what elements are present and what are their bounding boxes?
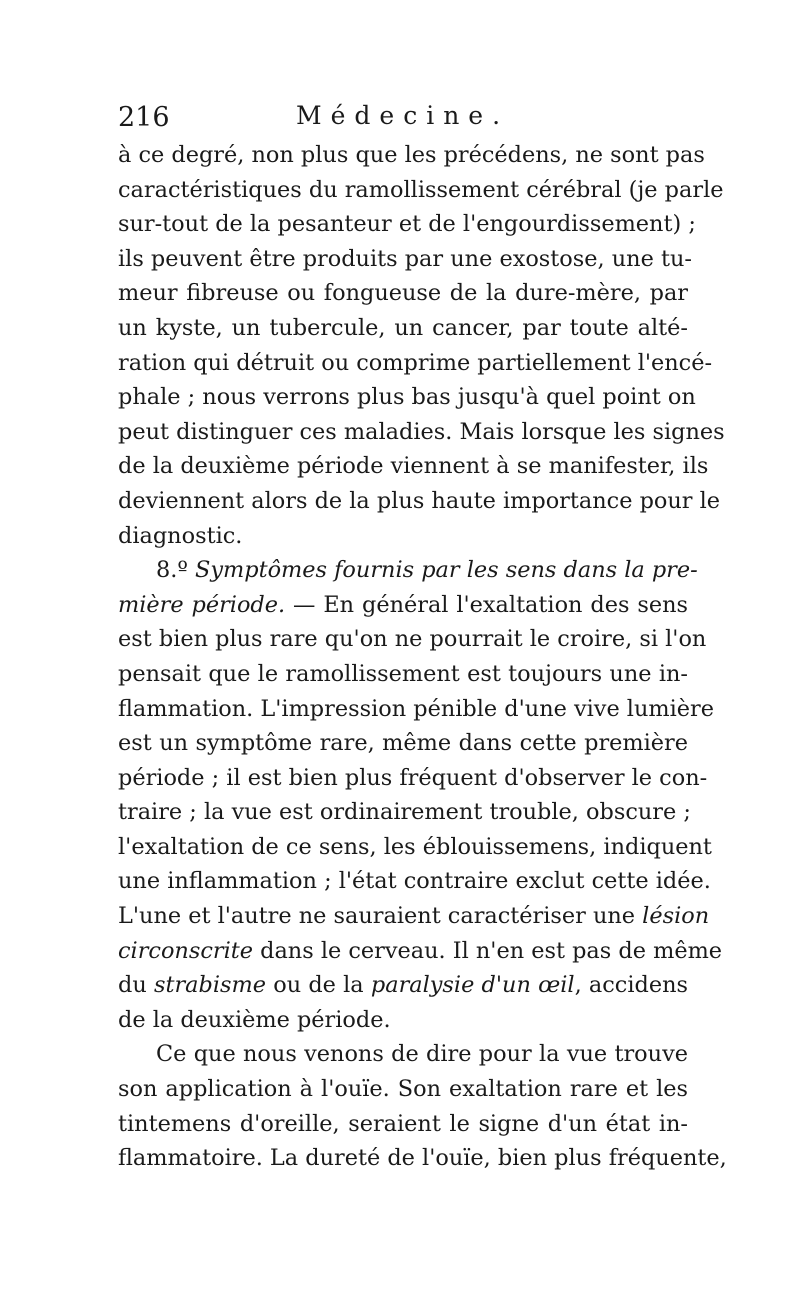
text-line — [118, 692, 714, 727]
text-line — [118, 242, 692, 277]
text-line — [118, 346, 713, 381]
running-head — [118, 100, 683, 140]
italic-text: circonscrite — [118, 937, 253, 964]
text-run: peut distinguer ces maladies. Mais lorsque les signes — [118, 418, 725, 445]
text-run: caractéristiques du ramollissement cérébral (je parle — [118, 176, 724, 203]
text-run: pensait que le ramollissement est toujours une in- — [118, 660, 688, 687]
text-run: L'une et l'autre ne sauraient caractériser une — [118, 903, 643, 930]
text-run: flammation. L'impression pénible d'une vive lumière — [118, 695, 714, 722]
text-line — [118, 1141, 727, 1176]
text-run: une inflammation ; l'état contraire exclut cette idée. — [118, 868, 711, 895]
text-run: est bien plus rare qu'on ne pourrait le croire, si l'on — [118, 626, 707, 653]
text-run: l'exaltation de ce sens, les éblouissemens, indiquent — [118, 833, 712, 860]
text-line — [118, 968, 688, 1003]
text-run: , accidens — [574, 972, 689, 999]
text-line — [118, 1037, 688, 1072]
text-run: diagnostic. — [118, 522, 243, 549]
page-number: 216 — [118, 102, 170, 133]
text-line — [118, 553, 698, 588]
body-text — [118, 138, 727, 1176]
text-line — [118, 588, 688, 623]
text-run: ration qui détruit ou comprime partiellement l'encé- — [118, 349, 713, 376]
text-run: de la deuxième période. — [118, 1006, 391, 1033]
text-line — [118, 311, 688, 346]
text-run: ils peuvent être produits par une exostose, une tu- — [118, 245, 692, 272]
text-line — [118, 1072, 688, 1107]
text-run: un kyste, un tubercule, un cancer, par toute alté- — [118, 314, 688, 341]
running-title: Médecine. — [296, 101, 510, 130]
text-run: à ce degré, non plus que les précédens, ne sont pas — [118, 142, 705, 168]
text-line — [118, 1107, 688, 1142]
text-line — [118, 449, 709, 484]
text-line — [118, 138, 705, 173]
text-run: période ; il est bien plus fréquent d'observer le con- — [118, 764, 708, 791]
text-run: est un symptôme rare, même dans cette première — [118, 730, 688, 757]
text-line — [118, 795, 691, 830]
text-run: phale ; nous verrons plus bas jusqu'à quel point on — [118, 384, 696, 411]
text-line — [118, 1003, 688, 1038]
text-line — [118, 726, 688, 761]
text-run: son application à l'ouïe. Son exaltation rare et les — [118, 1076, 688, 1103]
text-run: meur fibreuse ou fongueuse de la dure-mère, par — [118, 280, 688, 307]
text-line — [118, 864, 711, 899]
text-line — [118, 415, 725, 450]
text-run: de la deuxième période viennent à se manifester, ils — [118, 453, 709, 480]
text-run: sur-tout de la pesanteur et de l'engourdissement) ; — [118, 211, 696, 238]
text-run: du — [118, 972, 154, 999]
text-line — [118, 657, 688, 692]
text-run: — En général l'exaltation des sens — [285, 591, 688, 618]
italic-text: lésion — [642, 903, 710, 930]
text-line — [118, 207, 696, 242]
text-run: deviennent alors de la plus haute importance pour le — [118, 487, 721, 514]
italic-text: strabisme — [153, 972, 266, 999]
italic-text: paralysie d'un œil — [370, 972, 575, 999]
italic-text: mière période. — [118, 591, 286, 618]
text-run: dans le cerveau. Il n'en est pas de même — [253, 937, 723, 964]
text-line — [118, 830, 712, 865]
text-line — [118, 380, 696, 415]
text-line — [118, 899, 710, 934]
text-line — [118, 173, 724, 208]
text-line — [118, 276, 688, 311]
text-run: traire ; la vue est ordinairement trouble, obscure ; — [118, 799, 691, 826]
text-line — [118, 519, 688, 554]
text-line — [118, 622, 707, 657]
text-run: flammatoire. La dureté de l'ouïe, bien plus fréquente, — [118, 1145, 727, 1172]
text-line — [118, 761, 708, 796]
text-line — [118, 484, 721, 519]
text-run: tintemens d'oreille, seraient le signe d'un état in- — [118, 1110, 688, 1137]
text-run: ou de la — [266, 972, 371, 999]
text-run: Ce que nous venons de dire pour la vue trouve — [156, 1041, 688, 1068]
text-line — [118, 934, 723, 969]
italic-text: Symptômes fournis par les sens dans la pre- — [195, 557, 698, 584]
text-run: 8.º — [156, 557, 196, 584]
